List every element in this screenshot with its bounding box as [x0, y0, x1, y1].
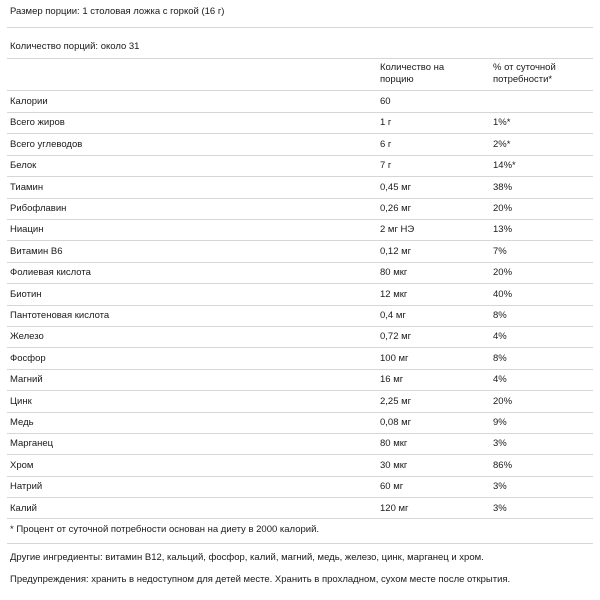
nutrient-amount: 80 мкг: [380, 438, 408, 450]
nutrient-amount: 0,12 мг: [380, 245, 412, 257]
nutrient-amount: 120 мг: [380, 502, 409, 514]
nutrient-amount: 12 мкг: [380, 288, 408, 300]
nutrient-name: Железо: [10, 331, 44, 343]
nutrient-daily-value: 86%: [493, 459, 513, 471]
nutrient-name: Всего жиров: [10, 117, 65, 129]
nutrient-amount: 100 мг: [380, 352, 409, 364]
nutrient-amount: 60 мг: [380, 481, 404, 493]
table-row: [0, 455, 600, 476]
nutrient-daily-value: 4%: [493, 374, 507, 386]
nutrient-name: Тиамин: [10, 181, 44, 193]
table-row: [0, 241, 600, 262]
nutrient-amount: 0,26 мг: [380, 203, 412, 214]
nutrient-daily-value: 1%*: [493, 117, 511, 129]
table-row: [0, 412, 600, 433]
nutrient-amount: 16 мг: [380, 374, 404, 386]
table-row: [0, 476, 600, 497]
nutrient-daily-value: 3%: [493, 481, 507, 493]
nutrient-name: Марганец: [10, 438, 54, 450]
nutrient-daily-value: 7%: [493, 245, 507, 257]
table-row: [0, 284, 600, 305]
nutrient-daily-value: 3%: [493, 502, 507, 514]
divider: [7, 518, 593, 519]
nutrient-name: Всего углеводов: [10, 138, 83, 150]
table-row: [0, 91, 600, 112]
table-row: [0, 326, 600, 347]
table-row: [0, 391, 600, 412]
nutrient-daily-value: 9%: [493, 417, 507, 428]
other-ingredients: Другие ингредиенты: витамин B12, кальций, фосфор, калий, магний, медь, железо, цинк, марганец и хром.: [10, 552, 484, 563]
table-row: [0, 155, 600, 176]
table-row: [0, 348, 600, 369]
amount-column-header: Количество на порцию: [380, 62, 445, 85]
footnote: * Процент от суточной потребности основан на диету в 2000 калорий.: [10, 524, 320, 535]
nutrient-name: Хром: [10, 459, 34, 471]
nutrient-amount: 1 г: [380, 117, 392, 129]
table-row: [0, 305, 600, 326]
nutrient-name: Пантотеновая кислота: [10, 310, 110, 321]
nutrient-amount: 0,45 мг: [380, 181, 412, 193]
nutrient-name: Ниацин: [10, 224, 44, 236]
nutrient-daily-value: 2%*: [493, 138, 511, 150]
nutrient-daily-value: 20%: [493, 203, 513, 214]
nutrient-amount: 0,08 мг: [380, 417, 412, 428]
nutrient-name: Магний: [10, 374, 43, 386]
table-row: [0, 433, 600, 454]
nutrient-daily-value: 8%: [493, 310, 507, 321]
nutrient-daily-value: 20%: [493, 267, 513, 279]
nutrient-amount: 2,25 мг: [380, 395, 412, 407]
nutrient-daily-value: 40%: [493, 288, 513, 300]
nutrient-amount: 30 мкг: [380, 459, 408, 471]
divider: [7, 543, 593, 544]
divider: [7, 27, 593, 28]
warnings: Предупреждения: хранить в недоступном для детей месте. Хранить в прохладном, сухом месте после открытия.: [10, 574, 511, 585]
nutrient-name: Натрий: [10, 481, 43, 493]
table-row: [0, 198, 600, 219]
nutrient-name: Белок: [10, 160, 37, 172]
table-row: [0, 498, 600, 519]
table-row: [0, 134, 600, 155]
nutrient-daily-value: 14%*: [493, 160, 516, 172]
nutrient-name: Калории: [10, 96, 48, 107]
daily-value-column-header: % от суточной потребности*: [493, 62, 556, 85]
nutrient-name: Биотин: [10, 288, 42, 300]
nutrient-amount: 7 г: [380, 160, 392, 172]
nutrient-amount: 6 г: [380, 138, 392, 150]
table-row: [0, 262, 600, 283]
nutrient-daily-value: 38%: [493, 181, 513, 193]
nutrient-amount: 2 мг НЭ: [380, 224, 415, 236]
serving-size: Размер порции: 1 столовая ложка с горкой (16 г): [10, 6, 225, 17]
nutrient-name: Фолиевая кислота: [10, 267, 91, 279]
nutrient-daily-value: 3%: [493, 438, 507, 450]
servings-count: Количество порций: около 31: [10, 41, 140, 52]
nutrient-amount: 0,72 мг: [380, 331, 412, 343]
nutrient-amount: 0,4 мг: [380, 310, 406, 321]
nutrient-name: Рибофлавин: [10, 203, 67, 214]
nutrient-name: Медь: [10, 417, 34, 428]
nutrient-daily-value: 20%: [493, 395, 513, 407]
nutrient-name: Калий: [10, 502, 37, 514]
nutrient-daily-value: 8%: [493, 352, 507, 364]
nutrient-name: Цинк: [10, 395, 32, 407]
table-row: [0, 112, 600, 133]
table-row: [0, 219, 600, 240]
nutrient-daily-value: 13%: [493, 224, 513, 236]
divider: [7, 58, 593, 59]
nutrient-amount: 60: [380, 96, 391, 107]
nutrient-name: Фосфор: [10, 352, 46, 364]
nutrient-daily-value: 4%: [493, 331, 507, 343]
table-row: [0, 177, 600, 198]
nutrient-name: Витамин В6: [10, 245, 63, 257]
table-row: [0, 369, 600, 390]
nutrient-amount: 80 мкг: [380, 267, 408, 279]
